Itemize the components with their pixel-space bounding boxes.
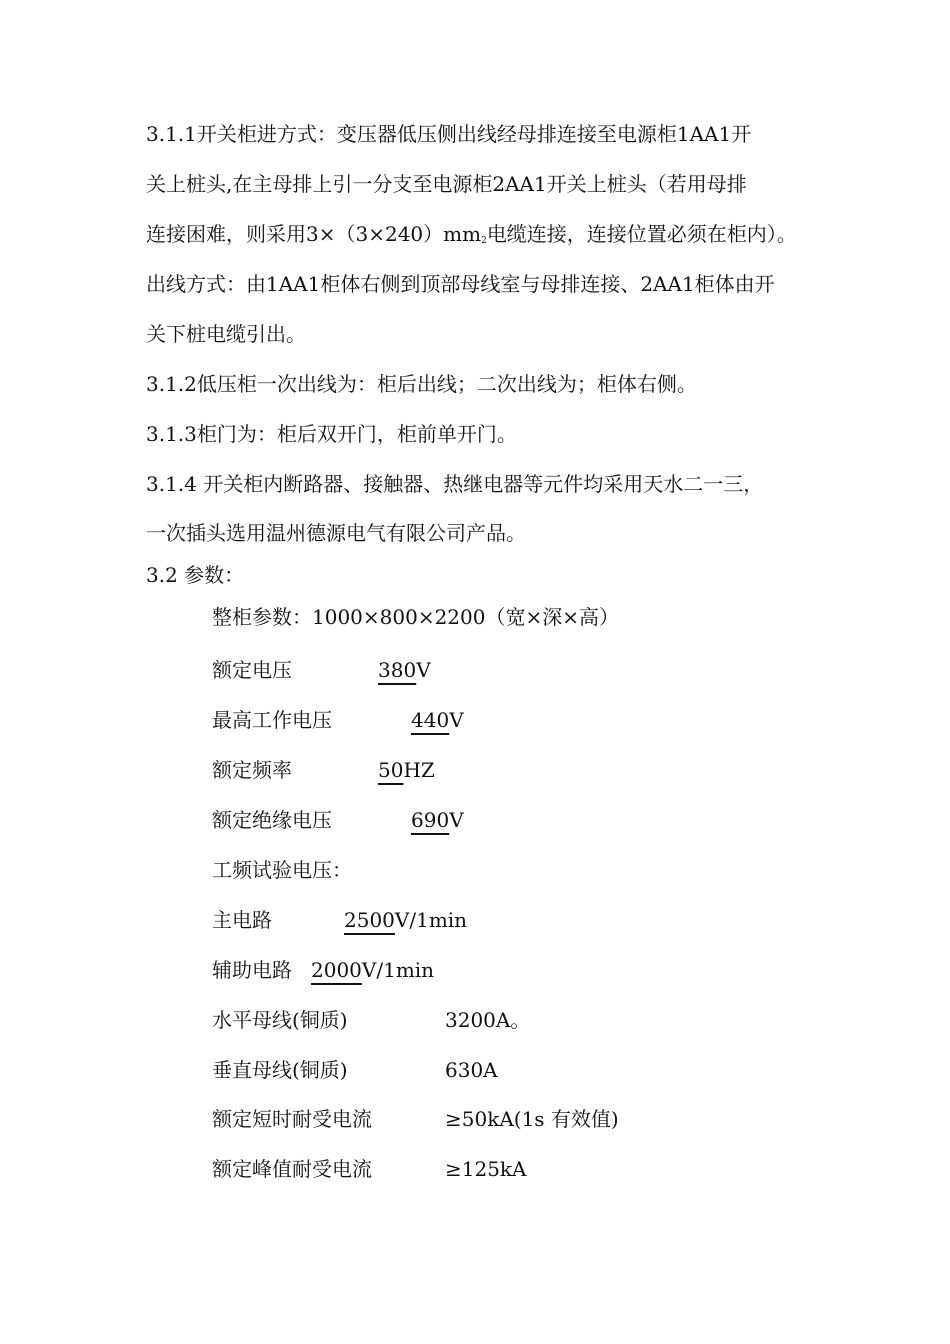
- param-main-circuit-label: 主电路: [212, 908, 272, 932]
- section-32-heading: 3.2 参数：: [146, 563, 245, 587]
- para-311-line-3: [146, 222, 797, 253]
- main-circuit-unit: V/1min: [394, 908, 468, 932]
- rated-freq-number: 50: [378, 758, 404, 782]
- param-cabinet: 整柜参数：1000×800×2200（宽×深×高）: [212, 605, 620, 629]
- rated-voltage-unit: V: [416, 658, 431, 682]
- para-314-line-2: 一次插头选用温州德源电气有限公司产品。: [146, 521, 526, 545]
- param-rated-freq-value: [378, 758, 435, 782]
- para-311-line-2: 关上桩头,在主母排上引一分支至电源柜2AA1开关上桩头（若用母排: [146, 172, 747, 196]
- param-v-bus-value: 630A: [445, 1058, 498, 1082]
- param-h-bus-label: 水平母线(铜质): [212, 1008, 348, 1032]
- param-test-voltage-label: 工频试验电压：: [212, 858, 352, 882]
- param-rated-voltage-label: 额定电压: [212, 658, 292, 682]
- param-short-time-value: ≥50kA(1s 有效值): [445, 1107, 619, 1131]
- param-short-time-label: 额定短时耐受电流: [212, 1107, 372, 1131]
- max-voltage-unit: V: [449, 708, 464, 732]
- insulation-number: 690: [411, 808, 450, 832]
- param-aux-circuit-value: [311, 958, 434, 982]
- param-insulation-label: 额定绝缘电压: [212, 808, 332, 832]
- param-aux-circuit-label: 辅助电路: [212, 958, 292, 982]
- insulation-unit: V: [449, 808, 464, 832]
- param-main-circuit-value: [344, 908, 467, 932]
- param-peak-value: ≥125kA: [445, 1157, 527, 1181]
- max-voltage-number: 440: [411, 708, 450, 732]
- param-v-bus-label: 垂直母线(铜质): [212, 1058, 348, 1082]
- param-rated-voltage-value: [378, 658, 431, 682]
- param-insulation-value: [411, 808, 464, 832]
- aux-circuit-number: 2000: [311, 958, 362, 982]
- rated-voltage-number: 380: [378, 658, 417, 682]
- rated-freq-unit: HZ: [403, 758, 435, 782]
- param-max-voltage-label: 最高工作电压: [212, 708, 332, 732]
- para-311-line-3a: 连接困难，则采用3×（3×240）mm: [146, 222, 482, 246]
- main-circuit-number: 2500: [344, 908, 395, 932]
- superscript-2: 2: [481, 236, 487, 246]
- para-313: 3.1.3柜门为：柜后双开门，柜前单开门。: [146, 422, 517, 446]
- aux-circuit-unit: V/1min: [361, 958, 435, 982]
- para-311-line-1: 3.1.1开关柜进方式：变压器低压侧出线经母排连接至电源柜1AA1开: [146, 122, 752, 146]
- para-314-line-1: 3.1.4 开关柜内断路器、接触器、热继电器等元件均采用天水二一三，: [146, 472, 764, 496]
- para-311-line-4: 出线方式：由1AA1柜体右侧到顶部母线室与母排连接、2AA1柜体由开: [146, 272, 775, 296]
- param-h-bus-value: 3200A。: [445, 1008, 531, 1032]
- para-311-line-5: 关下桩电缆引出。: [146, 322, 306, 346]
- para-312: 3.1.2低压柜一次出线为：柜后出线；二次出线为；柜体右侧。: [146, 372, 697, 396]
- param-max-voltage-value: [411, 708, 464, 732]
- para-311-line-3b: 电缆连接，连接位置必须在柜内）。: [486, 222, 797, 246]
- param-peak-label: 额定峰值耐受电流: [212, 1157, 372, 1181]
- param-rated-freq-label: 额定频率: [212, 758, 292, 782]
